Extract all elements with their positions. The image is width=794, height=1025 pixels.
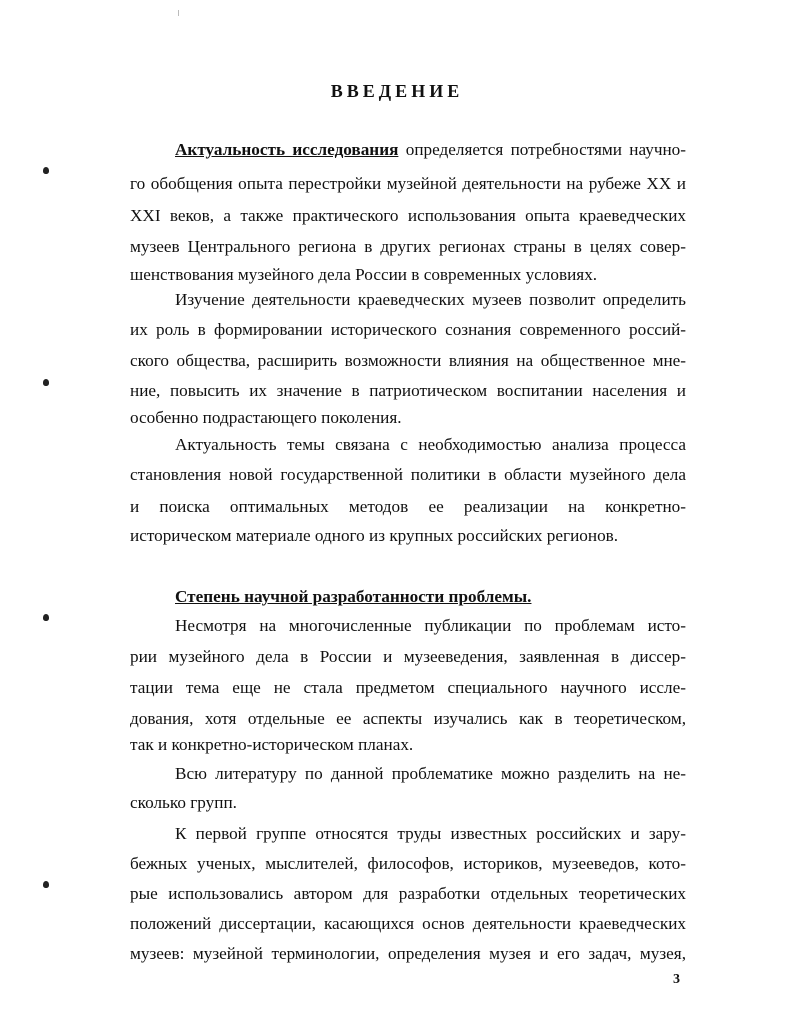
text-line: становления новой государственной политики в области музейного дела [130, 465, 686, 484]
text-line: Актуальность темы связана с необходимостью анализа процесса [175, 435, 686, 454]
text-line [175, 139, 686, 161]
text-line: го обобщения опыта перестройки музейной деятельности на рубеже XX и [130, 174, 686, 193]
text-line: XXI веков, а также практического использования опыта краеведческих [130, 206, 686, 225]
text-line: рые использовались автором для разработки отдельных теоретических [130, 884, 686, 903]
section-lead: Актуальность исследования [175, 140, 399, 159]
text-span: определяется потребностями научно- [398, 140, 686, 159]
text-line: ского общества, расширить возможности влияния на общественное мне- [130, 351, 686, 370]
text-line: положений диссертации, касающихся основ деятельности краеведческих [130, 914, 686, 933]
text-line: рии музейного дела в России и музееведения, заявленная в диссер- [130, 647, 686, 666]
text-line: Изучение деятельности краеведческих музеев позволит определить [175, 290, 686, 309]
heading-text: Степень научной разработанности проблемы. [175, 587, 532, 606]
page-title: ВВЕДЕНИЕ [330, 81, 464, 101]
section-heading [175, 586, 686, 608]
text-line: их роль в формировании исторического сознания современного россий- [130, 320, 686, 339]
text-line: музеев Центрального региона в других регионах страны в целях совер- [130, 237, 686, 256]
text-line: Всю литературу по данной проблематике можно разделить на не- [175, 764, 686, 783]
margin-mark [43, 167, 49, 174]
margin-mark [43, 614, 49, 621]
text-line: особенно подрастающего поколения. [130, 408, 402, 427]
text-line: ние, повысить их значение в патриотическом воспитании населения и [130, 381, 686, 400]
text-line: К первой группе относятся труды известных российских и зару- [175, 824, 686, 843]
text-line: дования, хотя отдельные ее аспекты изучались как в теоретическом, [130, 709, 686, 728]
text-line: так и конкретно-историческом планах. [130, 735, 414, 754]
text-line: музеев: музейной терминологии, определения музея и его задач, музея, [130, 944, 686, 963]
text-line: тации тема еще не стала предметом специального научного иссле- [130, 678, 686, 697]
text-line: историческом материале одного из крупных российских регионов. [130, 526, 619, 545]
text-line: Несмотря на многочисленные публикации по проблемам исто- [175, 616, 686, 635]
margin-mark [43, 379, 49, 386]
text-line: бежных ученых, мыслителей, философов, историков, музееведов, кото- [130, 854, 686, 873]
text-line: сколько групп. [130, 793, 237, 812]
page-number: 3 [673, 972, 680, 987]
text-line: шенствования музейного дела России в современных условиях. [130, 265, 598, 284]
scan-mark [178, 10, 179, 16]
text-line: и поиска оптимальных методов ее реализации на конкретно- [130, 497, 686, 516]
margin-mark [43, 881, 49, 888]
